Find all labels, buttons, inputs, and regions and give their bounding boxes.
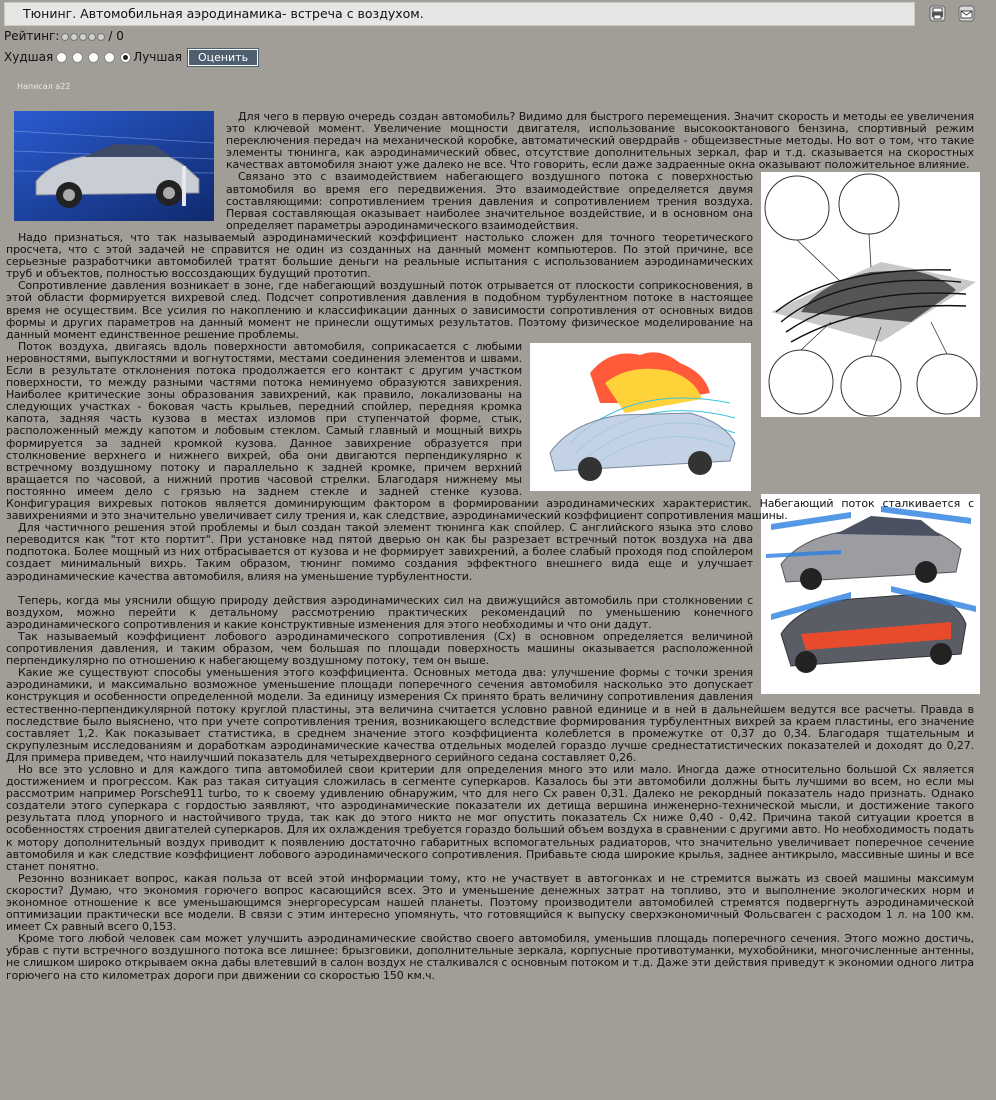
article-title-bar <box>4 2 915 26</box>
article-paragraph: Но все это условно и для каждого типа автомобилей свои критерии для определения много это или мало. Иногда даже относительно большой Cx является достижением и прогрессом. Как раз такая ситуация сложилась в сегменте суперкаров. Казалось бы эти автомобили должны быть лучшими во всем, но если мы рассмотрим например Porsche911 turbo, то к своему удивлению обнаружим, что для него Cx равен 0,31. Далеко не рекордный показатель надо признать. Однако создатели этого суперкара с гордостью заявляют, что аэродинамические показатели их детища вершина инженерно-технической мысли, и достижение такого результата плод упорного и настойчивого труда, так как до этого никто не мог опустить показатель Cx ниже 0,40 - 0,42. Причина такой ситуации кроется в особенностях строения двигателей суперкаров. Для их охлаждения требуется гораздо больший объем воздуха в сравнении с другими авто. Но необходимость подать к мотору дополнительный воздух приводит к появлению достаточно габаритных вспомогательных радиаторов, что значительно увеличивает поперечное сечение автомобиля и как следствие коэффициент лобового аэродинамического сопротивления. Прибавьте сюда широкие крылья, заднее антикрыло, массивные шины и все станет понятно. <box>6 762 974 873</box>
rating-vote-form <box>4 48 258 66</box>
rating-summary <box>4 28 124 45</box>
article-paragraph: Связано это с взаимодействием набегающего воздушного потока с поверхностью автомобиля во время его передвижения. Это взаимодействие определяется двумя составляющими: сопротивлением трения давления и сопротивлением трения воздуха. Первая составляющая оказывает наиболее значительное воздействие, и в основном она определяет параметры аэродинамического взаимодействия. <box>226 170 753 232</box>
article-body <box>6 111 974 982</box>
article-paragraph: Надо признаться, что так называемый аэродинамический коэффициент настолько сложен для точного теоретического просчета, что с этой задачей не справится не один из созданных на данный момент компьютеров. По этой причине, все серьезные разработчики автомобилей тратят большие деньги на реальные испытания с использованием аэродинамических труб и объектов, полностью воссоздающих будущий прототип. <box>6 230 753 281</box>
article-paragraph: Поток воздуха, двигаясь вдоль поверхности автомобиля, соприкасается с любыми неровностями, выпуклостями и вогнутостями, местами соединения элементов и швами. Если в результате отклонения потока продолжается его контакт с другим участком поверхности, то между разными частями потока неминуемо образуются завихрения. Наиболее критические зоны образования завихрений, как правило, локализованы на следующих участках - боковая часть крыльев, передний спойлер, передняя кромка капота, задняя часть кузова в местах изломов при ступенчатой форме, стык, расположенный между капотом и лобовым стеклом. Самый главный и мощный вихрь формируется за задней кромкой кузова. Данное завихрение образуется при столкновение верхнего и нижнего вихрей, оба они двигаются перпендикулярно к встречному воздушному потоку и параллельно к задней кромке, причем верхний вращается по часовой, а нижний против часовой стрелки. Благодаря нижнему мы постоянно имеем дело с грязью на заднем стекле и задней стенке кузова. Конфигурация вихревых потоков является доминирующим фактором в формировании аэродинамических характеристик. Набегающий поток сталкивается с завихрениями и это значительно увеличивает силу трения и, как следствие, аэродинамический коэффициент сопротивления машины. <box>6 339 974 523</box>
best-label: Лучшая <box>133 50 182 64</box>
car-airflow-comparison-image <box>761 494 980 694</box>
article-paragraph: Для чего в первую очередь создан автомобиль? Видимо для быстрого перемещения. Значит скорость и методы ее увеличения это ключевой момент. Увеличение мощности двигателя, использование высокооктанового бензина, спортивный режим переключения передач на механической коробке, автоматический овердрайв - общеизвестные методы. Но вот о том, что такие элементы тюнинга, как аэродинамический обвес, отсутствие дополнительных зеркал, фар и т.д. сказывается на скоростных качествах автомобиля знают уже далеко не все. Что говорить, если даже задраенные окна оказывают положительное влияние. <box>226 110 974 172</box>
rating-stars-icon <box>61 29 106 45</box>
rating-value: / 0 <box>108 29 124 43</box>
article-title: Тюнинг. Автомобильная аэродинамика- встреча с воздухом. <box>23 6 424 21</box>
email-icon[interactable] <box>958 5 975 22</box>
article-paragraph: Так называемый коэффициент лобового аэродинамического сопротивления (Cx) в основном определяется величиной сопротивления давления, и таким образом, чем большая по площади поверхность машины оказывается расположенной перпендикулярно по отношению к набегающему воздушному потоку, тем он выше. <box>6 629 753 668</box>
article-paragraph: Теперь, когда мы уяснили общую природу действия аэродинамических сил на движущийся автомобиль при столкновении с воздухом, можно перейти к детальному рассмотрению практических рекомендаций по уменьшению конечного аэродинамического сопротивления и какие конструктивные изменения для этого необходимы и что они дадут. <box>6 593 753 631</box>
worst-label: Худшая <box>4 50 54 64</box>
rating-radio-5[interactable] <box>120 52 131 63</box>
rating-radio-3[interactable] <box>88 52 99 63</box>
airflow-simulation-image <box>530 343 751 491</box>
aerodynamics-diagram-image <box>761 172 980 417</box>
rate-button[interactable]: Оценить <box>188 49 258 66</box>
article-paragraph: Какие же существуют способы уменьшения этого коэффициента. Основных метода два: улучшение формы с точки зрения аэродинамики, и максимально возможное уменьшение площади поперечного сечения автомобиля насколько это допускает конструкция и особенности определенной модели. За единицу измерения Cx принято брать величину сопротивления давления естественно-перпендикулярной потоку круглой пластины, эта величина считается условно равной единице и в ней в дальнейшем ведутся все расчеты. Правда в последствие было выяснено, что при учете сопротивления трения, возникающего вследствие формирования турбулентных вихрей за краем пластины, его значение составляет 1,2. Как показывает статистика, в среднем значение этого коэффициента колеблется в промежутке от 0,37 до 0,34. Благодаря тщательным и скрупулезным исследованиям и доработкам аэродинамические качества отдельных моделей гораздо лучше среднестатистических показателей и доходят до 0,27. Для примера приведем, что наилучший показатель для четырехдверного серийного седана составляет 0,26. <box>6 666 974 764</box>
article-paragraph: Сопротивление давления возникает в зоне, где набегающий воздушный поток отрывается от плоскости соприкосновения, в этой области формируется вихревой след. Подсчет сопротивления давления в подобном турбулентном потоке в настоящее время не осуществим. Все усилия по накоплению и классификации данных о зависимости сопротивления от основных видов формы и других параметров на данный момент не принесли ощутимых результатов. Поэтому физическое моделирование на данный момент единственное решение проблемы. <box>6 279 753 341</box>
article-paragraph: Резонно возникает вопрос, какая польза от всей этой информации тому, кто не участвует в автогонках и не стремится выжать из своей машины максимум скорости? Думаю, что экономия горючего вопрос касающийся всех. Это и уменьшение денежных затрат на топливо, это и выполнение экологических норм и экономное отношение к все уменьшающимся энергоресурсам нашей планеты. Поэтому производители автомобилей стремятся подвергнуть аэродинамической оптимизации практически все модели. В связи с этим интересно упомянуть, что готовящийся к выпуску сверхэкономичный Фольсваген с расходом 1 л. на 100 км. имеет Cx равный всего 0,153. <box>6 871 974 934</box>
print-icon[interactable] <box>929 5 946 22</box>
article-paragraph: Кроме того любой человек сам может улучшить аэродинамические свойство своего автомобиля, уменьшив площадь поперечного сечения. Этого можно достичь, убрав с пути встречного воздушного потока все лишнее: брызговики, дополнительные зеркала, корпусные противотуманки, мухобойники, многочисленные антенны, не слишком широко открываем окна дабы влетевший в салон воздух не сталкивался с основным потоком и т.д. Даже эти действия приведут к экономии одного литра горючего на сто километрах дороги при движении со скоростью 150 км.ч. <box>6 932 974 982</box>
rating-radio-1[interactable] <box>56 52 67 63</box>
article-paragraph: Для частичного решения этой проблемы и был создан такой элемент тюнинга как спойлер. С английского языка это слово переводится как "тот кто портит". При установке над пятой дверью он как бы разрезает встречный поток воздуха на два подпотока. Более мощный из них отбрасывается от кузова и не формирует завихрений, а более слабый проходя под спойлером создает минимальный вихрь. Таким образом, тюнинг помимо создания эффектного внешнего вида еще и улучшает аэродинамические качества автомобиля, влияя на уменьшение турбулентности. <box>6 521 753 583</box>
rating-radio-2[interactable] <box>72 52 83 63</box>
author-line: Написал a22 <box>17 82 71 91</box>
rating-radio-4[interactable] <box>104 52 115 63</box>
rating-label: Рейтинг: <box>4 29 60 43</box>
car-photo-image <box>14 111 214 221</box>
